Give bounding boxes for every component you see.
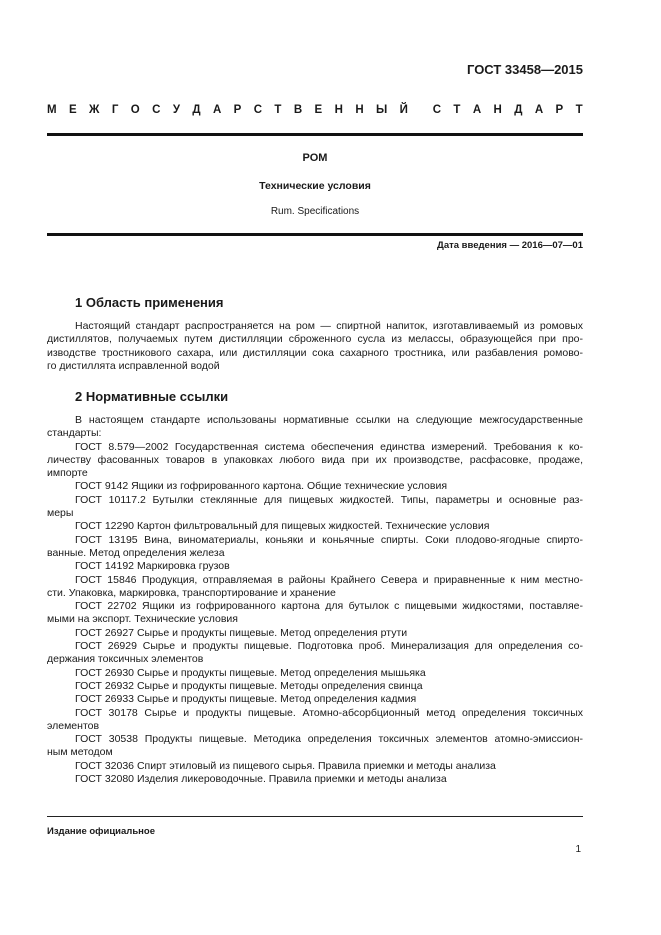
text-line: го дистиллята исправленной водой: [47, 359, 220, 372]
reference-line: ГОСТ 9142 Ящики из гофрированного картона. Общие технические условия: [75, 480, 448, 493]
banner-letter: Д: [514, 104, 523, 116]
reference-line: В настоящем стандарте использованы нормативные ссылки на следующие межгосударственные: [75, 414, 583, 426]
section-1-text: [47, 320, 583, 373]
reference-line: ГОСТ 10117.2 Бутылки стеклянные для пищевых жидкостей. Типы, параметры и основные раз-: [75, 493, 583, 506]
reference-line: элементов: [47, 719, 100, 732]
banner-letter: Н: [355, 104, 364, 116]
introduction-date: Дата введения — 2016—07—01: [437, 240, 583, 251]
reference-line: ГОСТ 30538 Продукты пищевые. Методика определения токсичных элементов атомно-эмиссион-: [75, 733, 583, 746]
reference-line: держания токсичных элементов: [47, 653, 204, 666]
reference-line: сти. Упаковка, маркировка, транспортирование и хранение: [47, 586, 336, 599]
standard-banner: [47, 104, 583, 116]
section-1-heading: 1 Область применения: [75, 295, 224, 310]
reference-line: ГОСТ 32036 Спирт этиловый из пищевого сырья. Правила приемки и методы анализа: [75, 759, 496, 772]
reference-line: ГОСТ 26933 Сырье и продукты пищевые. Метод определения кадмия: [75, 693, 417, 706]
banner-letter: Т: [453, 104, 461, 116]
standard-code: ГОСТ 33458—2015: [467, 62, 583, 77]
reference-line: мыми на экспорт. Технические условия: [47, 613, 238, 626]
text-line: дистиллятов, получаемых путем дистилляции сброженного сусла из мелассы, образующейся при про-: [47, 333, 583, 346]
banner-letter: С: [253, 104, 263, 116]
banner-letter: Н: [334, 104, 343, 116]
banner-letter: С: [152, 104, 161, 116]
reference-line: ГОСТ 26930 Сырье и продукты пищевые. Метод определения мышьяка: [75, 666, 426, 679]
reference-line: ГОСТ 12290 Картон фильтровальный для пищевых жидкостей. Технические условия: [75, 520, 490, 533]
text-line: Настоящий стандарт распространяется на ром — спиртной напиток, изготавливаемый из ромовых: [75, 320, 583, 332]
top-rule: [47, 133, 583, 136]
banner-letter: М: [47, 104, 57, 116]
reference-line: ГОСТ 13195 Вина, виноматериалы, коньяки и коньячные спирты. Соки плодово-ягодные спирто-: [75, 533, 583, 546]
reference-line: импорте: [47, 467, 88, 480]
page-number: 1: [575, 844, 581, 855]
reference-line: меры: [47, 507, 74, 520]
reference-line: ГОСТ 14192 Маркировка грузов: [75, 560, 230, 573]
reference-line: ГОСТ 22702 Ящики из гофрированного картона для бутылок с пищевыми жидкостями, поставляе-: [75, 600, 583, 613]
reference-line: ГОСТ 8.579—2002 Государственная система обеспечения единства измерений. Требования к ко-: [75, 440, 583, 453]
banner-letter: Р: [555, 104, 564, 116]
banner-letter: Е: [68, 104, 77, 116]
reference-line: ванные. Метод определения железа: [47, 546, 225, 559]
banner-letter: А: [472, 104, 482, 116]
banner-letter: А: [534, 104, 544, 116]
banner-letter: Е: [314, 104, 323, 116]
document-subtitle: Технические условия: [259, 180, 371, 192]
banner-letter: С: [432, 104, 442, 116]
banner-letter: Й: [399, 104, 408, 116]
footer-rule: [47, 816, 583, 817]
banner-letter: О: [130, 104, 140, 116]
reference-line: ГОСТ 26929 Сырье и продукты пищевые. Подготовка проб. Минерализация для определения со-: [75, 640, 583, 653]
english-title: Rum. Specifications: [270, 206, 360, 217]
banner-letter: Д: [192, 104, 201, 116]
text-line: изводстве тростникового сахара, или дистилляции сока сахарного тростника, или разбавления ромово-: [47, 346, 583, 359]
reference-line: ГОСТ 26927 Сырье и продукты пищевые. Метод определения ртути: [75, 626, 408, 639]
reference-line: личеству фасованных товаров в упаковках любого вида при их производстве, расфасовке, продаже,: [47, 453, 583, 466]
reference-line: ГОСТ 26932 Сырье и продукты пищевые. Методы определения свинца: [75, 679, 423, 692]
banner-letter: Т: [575, 104, 583, 116]
banner-letter: Т: [274, 104, 282, 116]
banner-letter: Ы: [376, 104, 388, 116]
section-2-text: [47, 414, 583, 786]
banner-letter: А: [212, 104, 222, 116]
reference-line: ГОСТ 32080 Изделия ликероводочные. Правила приемки и методы анализа: [75, 773, 447, 786]
banner-letter: В: [293, 104, 303, 116]
banner-letter: Р: [233, 104, 242, 116]
edition-note: Издание официальное: [47, 826, 155, 837]
banner-letter: У: [172, 104, 180, 116]
section-2-heading: 2 Нормативные ссылки: [75, 389, 229, 404]
title-rule: [47, 233, 583, 236]
reference-line: ГОСТ 15846 Продукция, отправляемая в районы Крайнего Севера и приравненные к ним местно-: [75, 573, 583, 586]
banner-letter: Г: [111, 104, 119, 116]
banner-letter: Н: [493, 104, 502, 116]
banner-letter: Ж: [89, 104, 100, 116]
document-title: РОМ: [302, 152, 328, 164]
reference-line: ным методом: [47, 746, 113, 759]
reference-line: стандарты:: [47, 427, 102, 440]
reference-line: ГОСТ 30178 Сырье и продукты пищевые. Атомно-абсорбционный метод определения токсичных: [75, 706, 583, 719]
